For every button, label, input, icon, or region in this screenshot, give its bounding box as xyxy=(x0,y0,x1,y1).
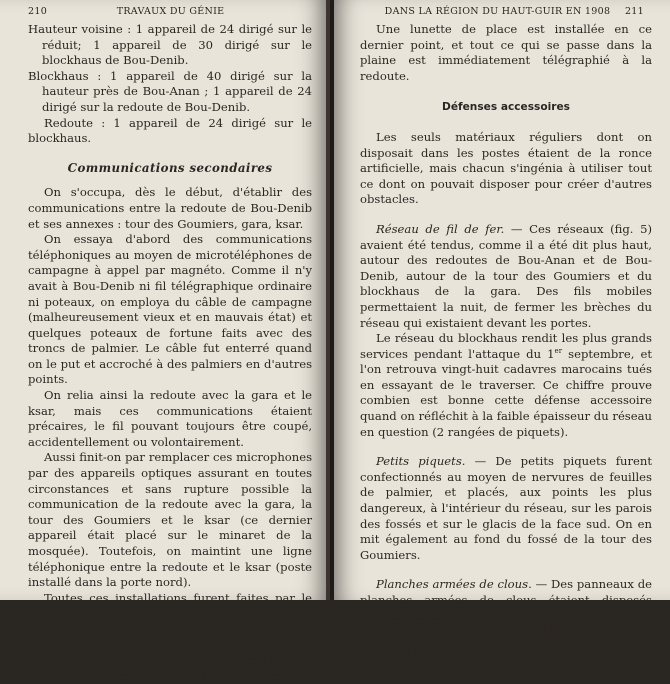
paragraph-text: — Des panneaux de planches armées de clous étaient disposés auprès des portes de la redoute de Bou-Denib, et pouvaient être mis en place, devant ces dernières, en quelques secondes, en cas de besoin (fig. 7). xyxy=(360,577,652,670)
paragraph-piquets xyxy=(360,454,652,563)
subheading: Réseau de fil de fer. xyxy=(376,221,505,236)
paragraph-planches xyxy=(360,577,652,671)
right-header-title: DANS LA RÉGION DU HAUT-GUIR EN 1908 xyxy=(384,6,611,17)
paragraph: Blockhaus : 1 appareil de 40 dirigé sur la hauteur près de Bou-Anan ; 1 appareil de 24 dirigé sur la redoute de Bou-Denib. xyxy=(28,68,313,114)
right-page xyxy=(334,0,670,670)
paragraph: On essaya d'abord des communications téléphoniques au moyen de microtéléphones de campagne à appel par magnéto. Comme il n'y avait à Bou-Denib ni fil télégraphique ordinaire ni poteaux, on employa du câble de campagne (malheureusement vieux et en mauvais état) et quelques poteaux de fortune faits avec des troncs de palmier. Le câble fut enterré quand on le put et accroché à des palmiers en d'autres points. xyxy=(28,232,313,387)
paragraph: Toutes ces installations furent faites par le lieutenant Playoust. xyxy=(28,590,313,621)
subheading: Petits piquets. xyxy=(376,454,466,469)
section-title: Défenses accessoires xyxy=(442,101,570,114)
book-gutter xyxy=(326,0,330,600)
left-page-number: 210 xyxy=(28,6,48,17)
section-title: Communications secondaires xyxy=(67,160,273,175)
paragraph-text: — De petits piquets furent confectionnés au moyen de nervures de feuilles de palmier, et placés, aux points les plus dangereux, à l'intérieur du réseau, sur les parois des fossés et sur le glacis de la face sud. On en mit également au fond du fossé de la tour des Goumiers. xyxy=(360,454,652,562)
paragraph-reseau-blockhaus xyxy=(360,331,652,440)
left-running-head xyxy=(28,4,312,22)
paragraph-text: septembre, et l'on retrouva vingt-huit cadavres marocains tués en essayant de le traverser. Ce chiffre prouve combien est bonne cette défense accessoire quand on réfléchit à la faible épaisseur du réseau en question (2 rangées de piquets). xyxy=(360,346,652,439)
subheading: Planches armées de clous. xyxy=(376,577,532,592)
left-header-title: TRAVAUX DU GÉNIE xyxy=(116,6,225,17)
paragraph: Aussi finit-on par remplacer ces microphones par des appareils optiques assurant en toutes circonstances et sans rupture possible la communication de la redoute avec la gara, la tour des Goumiers et le ksar (ce dernier appareil était placé sur le minaret de la mosquée). Toutefois, on maintint une ligne téléphonique entre la redoute et le ksar (poste installé dans la porte nord). xyxy=(28,450,313,590)
paragraph: Une lunette de place est installée en ce dernier point, et tout ce qui se passe dans la plaine est immédiatement télégraphié à la redoute. xyxy=(360,22,652,83)
paragraph: On s'occupa, dès le début, d'établir des communications entre la redoute de Bou-Denib et ses annexes : tour des Goumiers, gara, ksar. xyxy=(28,185,313,231)
right-running-head xyxy=(360,4,652,22)
paragraph: Les seuls matériaux réguliers dont on disposait dans les postes étaient de la ronce artificielle, mais chacun s'ingénia à utiliser tout ce dont on pouvait disposer pour créer d'autres obstacles. xyxy=(360,129,652,207)
paragraph: Redoute : 1 appareil de 24 dirigé sur le blockhaus. xyxy=(28,115,313,146)
paragraph-text: Le réseau du blockhaus rendit les plus grands services pendant l'attaque du 1 xyxy=(360,331,652,361)
paragraph: Hauteur voisine : 1 appareil de 24 dirigé sur le réduit; 1 appareil de 30 dirigé sur le blockhaus de Bou-Denib. xyxy=(28,22,313,68)
paragraph: Les lignes optiques furent repliées peu après le retour de la colonne, à la fin de septembre, à l'exception de celle reliant la redoute au blockhaus qui fonctionne encore actuellement. xyxy=(28,621,313,683)
paragraph-text: — Ces réseaux (fig. 5) avaient été tendus, comme il a été dit plus haut, autour des redoutes de Bou-Anan et de Bou-Denib, autour de la tour des Goumiers et du blockhaus de la gara. Des fils mobiles permettaient la nuit, de fermer les brèches du réseau qui existaient devant les portes. xyxy=(360,221,652,330)
superscript: er xyxy=(554,346,563,355)
left-page xyxy=(0,0,326,683)
paragraph-reseau xyxy=(360,222,652,331)
right-page-number: 211 xyxy=(624,6,644,17)
paragraph: On relia ainsi la redoute avec la gara et le ksar, mais ces communications étaient précaires, le fil pouvant toujours être coupé, accidentellement ou volontairement. xyxy=(28,388,313,449)
